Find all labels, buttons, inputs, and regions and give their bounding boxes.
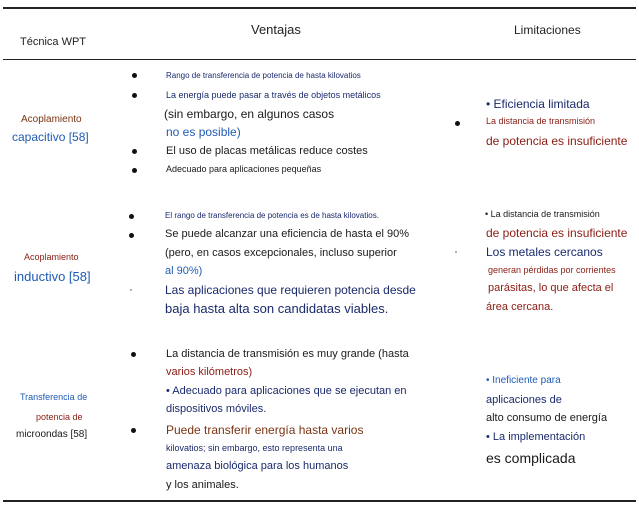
row2-limitacion-5: parásitas, lo que afecta el xyxy=(488,282,614,294)
row2-lim-tiny-mark xyxy=(455,251,457,253)
row2-tech-line2: inductivo [58] xyxy=(14,269,91,284)
row1-bullet-4 xyxy=(132,168,137,173)
row1-ventaja-1: Rango de transferencia de potencia de hasta kilovatios xyxy=(166,71,361,80)
row3-tech-line1: Transferencia de xyxy=(20,392,88,402)
row1-bullet-3 xyxy=(132,149,137,154)
row2-limitacion-4: generan pérdidas por corrientes xyxy=(488,265,616,275)
header-limitaciones: Limitaciones xyxy=(514,23,581,37)
row1-limitacion-1: • Eficiencia limitada xyxy=(486,97,590,111)
row2-bullet-1 xyxy=(129,214,134,219)
row3-limitacion-2: aplicaciones de xyxy=(486,394,562,406)
row2-ventaja-6: baja hasta alta son candidatas viables. xyxy=(165,301,389,316)
row3-limitacion-3: alto consumo de energía xyxy=(486,412,608,424)
row1-limitacion-2: La distancia de transmisión xyxy=(486,116,596,126)
row3-limitacion-4: • La implementación xyxy=(486,431,586,443)
row3-ventaja-3: • Adecuado para aplicaciones que se ejecutan en xyxy=(166,385,407,397)
row2-ventaja-5: Las aplicaciones que requieren potencia desde xyxy=(165,283,416,297)
row3-ventaja-2: varios kilómetros) xyxy=(166,366,253,378)
row3-ventaja-6: kilovatios; sin embargo, esto representa una xyxy=(166,443,343,453)
header-ventajas: Ventajas xyxy=(251,22,301,37)
row1-ventaja-4: no es posible) xyxy=(166,125,241,139)
row3-bullet-1 xyxy=(131,352,136,357)
row2-bullet-2 xyxy=(129,233,134,238)
row1-bullet-2 xyxy=(132,93,137,98)
row2-limitacion-3: Los metales cercanos xyxy=(486,245,603,259)
row3-tech-line2: potencia de xyxy=(36,412,83,422)
row2-tech-line1: Acoplamiento xyxy=(24,252,79,262)
row1-ventaja-2: La energía puede pasar a través de objetos metálicos xyxy=(166,90,381,100)
row1-ventaja-5: El uso de placas metálicas reduce costes xyxy=(166,145,368,157)
row3-limitacion-1: • Ineficiente para xyxy=(486,375,561,386)
row2-ventaja-2: Se puede alcanzar una eficiencia de hasta el 90% xyxy=(165,228,410,240)
row1-limitacion-3: de potencia es insuficiente xyxy=(486,134,628,148)
row2-ventaja-4: al 90%) xyxy=(165,265,203,277)
row1-ventaja-6: Adecuado para aplicaciones pequeñas xyxy=(166,164,322,174)
row2-ventaja-1: El rango de transferencia de potencia es de hasta kilovatios. xyxy=(165,211,379,220)
row3-ventaja-8: y los animales. xyxy=(166,479,239,491)
row1-tech-line1: Acoplamiento xyxy=(21,114,82,125)
row3-tech-line3: microondas [58] xyxy=(16,429,88,440)
row2-limitacion-2: de potencia es insuficiente xyxy=(486,226,628,240)
row3-bullet-2 xyxy=(131,428,136,433)
row3-limitacion-5: es complicada xyxy=(486,450,576,466)
row2-limitacion-1: • La distancia de transmisión xyxy=(485,209,600,219)
row2-ventaja-3: (pero, en casos excepcionales, incluso superior xyxy=(165,247,397,259)
row2-limitacion-6: área cercana. xyxy=(486,301,554,313)
row3-ventaja-1: La distancia de transmisión es muy grande (hasta xyxy=(166,348,409,360)
row3-ventaja-5: Puede transferir energía hasta varios xyxy=(166,423,364,437)
table-top-rule xyxy=(3,7,636,9)
row3-ventaja-7: amenaza biológica para los humanos xyxy=(166,460,349,472)
header-bottom-rule xyxy=(3,59,636,60)
table-bottom-rule xyxy=(3,500,636,502)
row1-ventaja-3: (sin embargo, en algunos casos xyxy=(164,107,335,121)
row1-tech-line2: capacitivo [58] xyxy=(12,130,89,144)
row2-tiny-mark xyxy=(130,289,132,291)
row3-ventaja-4: dispositivos móviles. xyxy=(166,403,267,415)
row1-lim-bullet xyxy=(455,121,460,126)
row1-bullet-1 xyxy=(132,73,137,78)
header-tecnica: Técnica WPT xyxy=(20,36,87,48)
